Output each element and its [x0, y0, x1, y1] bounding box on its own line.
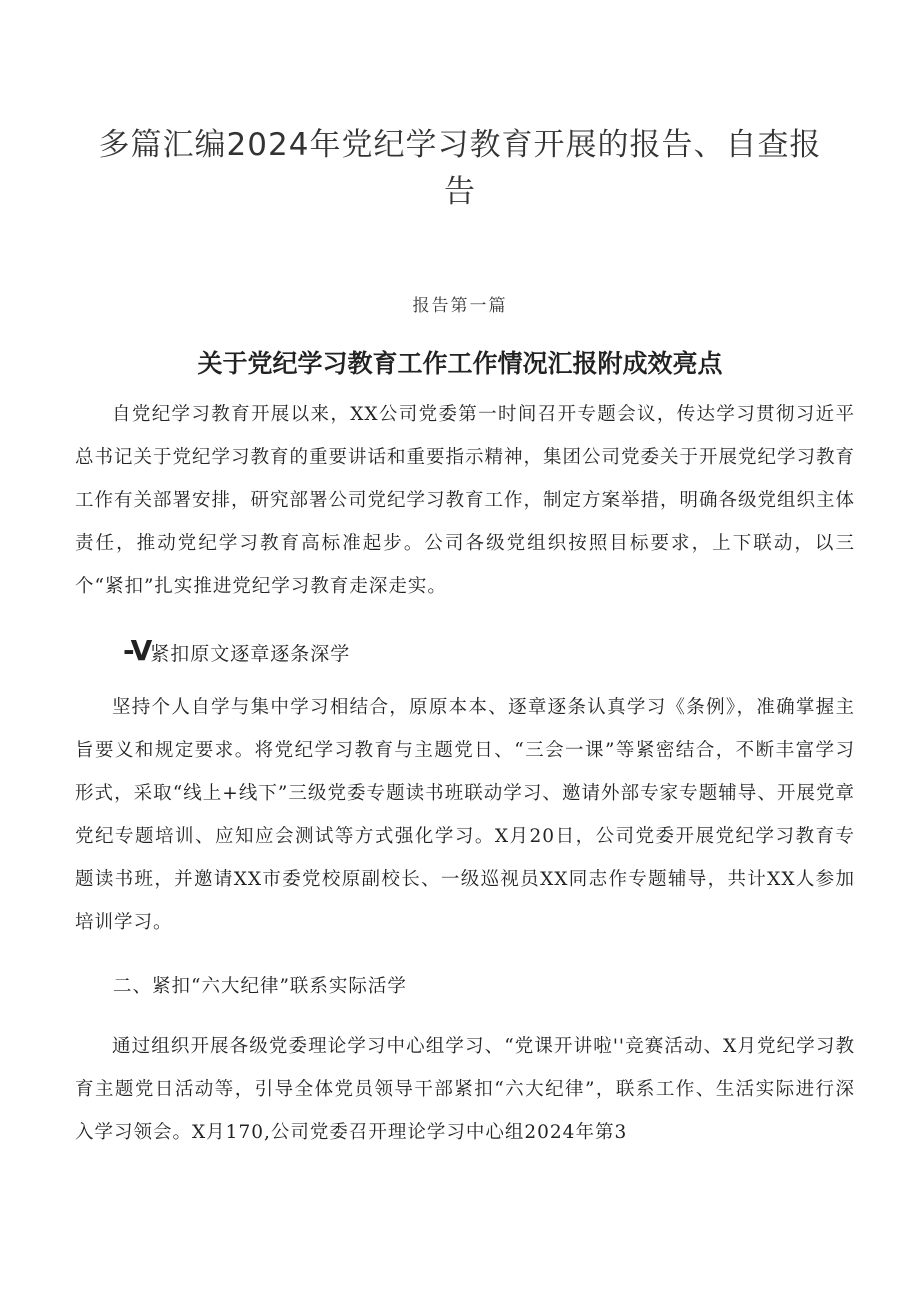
section-heading-1 — [123, 634, 350, 667]
paragraph-section-1: 坚持个人自学与集中学习相结合，原原本本、逐章逐条认真学习《条例》，准确掌握主旨要义和规定要求。将党纪学习教育与主题党日、“三会一课”等紧密结合，不断丰富学习形式，采取“线上+线下”三级党委专题读书班联动学习、邀请外部专家专题辅导、开展党章党纪专题培训、应知应会测试等方式强化学习。X月20日，公司党委开展党纪学习教育专题读书班，并邀请XX市委党校原副校长、一级巡视员XX同志作专题辅导，共计XX人参加培训学习。 — [75, 697, 855, 933]
report-subtitle: 报告第一篇 — [412, 296, 508, 316]
paragraph-intro: 自党纪学习教育开展以来，XX公司党委第一时间召开专题会议，传达学习贯彻习近平总书记关于党纪学习教育的重要讲话和重要指示精神，集团公司党委关于开展党纪学习教育工作有关部署安排，研究部署公司党纪学习教育工作，制定方案举措，明确各级党组织主体责任，推动党纪学习教育高标准起步。公司各级党组织按照目标要求，上下联动，以三个“紧扣”扎实推进党纪学习教育走深走实。 — [75, 404, 856, 597]
document-title-line1: 多篇汇编2024年党纪学习教育开展的报告、自查报 — [98, 127, 822, 163]
section-1-text: 紧扣原文逐章逐条深学 — [150, 643, 351, 665]
document-title-line2: 告 — [444, 174, 476, 210]
report-heading: 关于党纪学习教育工作工作情况汇报附成效亮点 — [197, 349, 723, 378]
section-1-marker: -V — [123, 634, 151, 667]
paragraph-section-2: 通过组织开展各级党委理论学习中心组学习、“党课开讲啦''竞赛活动、X月党纪学习教育主题党日活动等，引导全体党员领导干部紧扣“六大纪律”，联系工作、生活实际进行深入学习领会。X月170,公司党委召开理论学习中心组2024年第3 — [75, 1036, 855, 1143]
section-heading-2: 二、紧扣“六大纪律”联系实际活学 — [113, 976, 407, 997]
